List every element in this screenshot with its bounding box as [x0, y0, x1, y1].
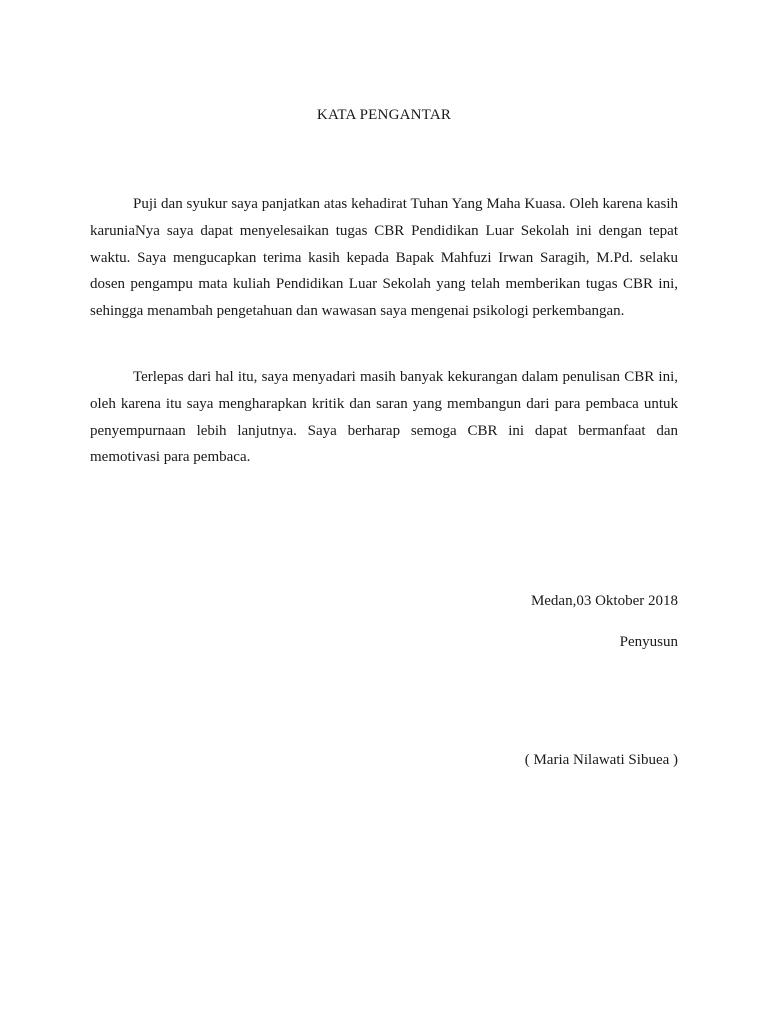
author-label: Penyusun	[619, 634, 678, 650]
paragraph-1: Puji dan syukur saya panjatkan atas kehadirat Tuhan Yang Maha Kuasa. Oleh karena kasih karuniaNya saya dapat menyelesaikan tugas CBR Pendidikan Luar Sekolah ini dengan tepat waktu. Saya mengucapkan terima kasih kepada Bapak Mahfuzi Irwan Saragih, M.Pd. selaku dosen pengampu mata kuliah Pendidikan Luar Sekolah yang telah memberikan tugas CBR ini, sehingga menambah pengetahuan dan wawasan saya mengenai psikologi perkembangan.	[90, 196, 678, 320]
page-title: KATA PENGANTAR	[316, 107, 452, 123]
paragraph-2: Terlepas dari hal itu, saya menyadari masih banyak kekurangan dalam penulisan CBR ini, oleh karena itu saya mengharapkan kritik dan saran yang membangun dari para pembaca untuk penyempurnaan lebih lanjutnya. Saya berharap semoga CBR ini dapat bermanfaat dan memotivasi para pembaca.	[90, 369, 678, 466]
place-date: Medan,03 Oktober 2018	[530, 593, 678, 609]
author-signature-name: ( Maria Nilawati Sibuea )	[524, 752, 678, 768]
